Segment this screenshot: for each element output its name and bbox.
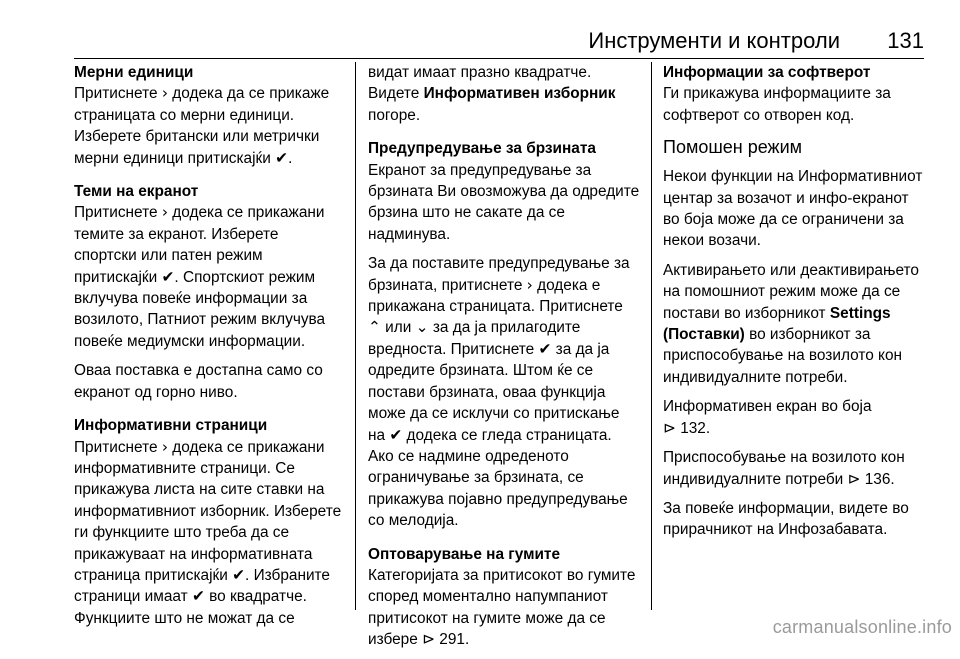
column-divider-2 — [651, 62, 652, 610]
watermark: carmanualsonline.info — [772, 617, 952, 637]
checkmark-icon: ✔ — [191, 587, 205, 606]
section-units — [74, 62, 344, 169]
chevron-right-icon: › — [161, 84, 168, 103]
heading-units: Мерни единици — [74, 64, 194, 81]
chevron-right-icon: › — [161, 203, 168, 222]
page-ref-icon: ⊳ — [847, 469, 861, 488]
section-speed-warning — [368, 138, 640, 531]
help-more-info: За повеќе информации, видете во прирачникот на Инфозабавата. — [663, 499, 909, 539]
chevron-right-icon: › — [161, 437, 168, 456]
speed-text: За да поставите предупредување за брзината, притиснете › додека е прикажана страницата. Притиснете ⌃ или ⌄ за да ја прилагодите вредноста. Притиснете ✔ за да ја одредите брзината. Штом ќе се постави брзината, оваа функција може да се исклучи со притискање на ✔ додека се гледа страницата. Ако се надмине одреденото ограничување за брзината, се прикажува појавно предупредување со мелодија. — [368, 255, 630, 530]
checkmark-icon: ✔ — [389, 425, 403, 444]
checkmark-icon: ✔ — [275, 148, 289, 167]
settings-menu-ref: Settings (Поставки) — [663, 304, 891, 344]
column-divider-1 — [355, 62, 356, 610]
heading-software-info: Информации за софтверот — [663, 64, 871, 81]
tyre-load-text: Категоријата за притисокот во гумите според моментално напумпаниот притисокот на гумите може да се избере ⊳ 291. — [368, 566, 636, 649]
column-2 — [368, 62, 640, 659]
page-header — [74, 28, 924, 59]
heading-themes: Теми на екранот — [74, 183, 199, 201]
checkmark-icon: ✔ — [232, 565, 246, 584]
section-tyre-load — [368, 544, 640, 651]
heading-tyre-load: Оптоварување на гумите — [368, 545, 561, 563]
help-intro: Некои функции на Информативниот центар за возачот и инфо-екранот во боја може да се ограничени за некои возачи. — [663, 168, 923, 250]
page-ref-link[interactable]: 132. — [680, 419, 711, 437]
speed-intro: Екранот за предупредување за брзината Ви овозможува да одредите брзина што не сакате да се надминува. — [368, 161, 640, 243]
checkmark-icon: ✔ — [538, 339, 552, 358]
column-3 — [663, 62, 925, 549]
checkmark-icon: ✔ — [161, 267, 175, 286]
header-title: Инструменти и контроли — [588, 28, 840, 53]
heading-speed-warning: Предупредување за брзината — [368, 140, 596, 158]
page-ref-link[interactable]: 136. — [864, 470, 895, 488]
chevron-down-icon: ⌄ — [415, 318, 429, 337]
help-personalisation: Приспособување на возилото кон индивидуалните потреби ⊳ 136. — [663, 449, 905, 488]
info-menu-ref: Информативен изборник — [423, 85, 616, 103]
chevron-up-icon: ⌃ — [368, 318, 381, 337]
section-info-pages — [74, 415, 344, 629]
heading-info-pages: Информативни страници — [74, 417, 268, 435]
page-ref-icon: ⊳ — [663, 418, 676, 437]
section-software-info — [663, 62, 925, 126]
chevron-right-icon: › — [526, 275, 533, 294]
themes-note: Оваа поставка е достапна само со екранот од горно ниво. — [74, 362, 323, 401]
page-ref-link[interactable]: 291. — [439, 631, 470, 649]
column-1 — [74, 62, 344, 637]
help-activation: Активирањето или деактивирањето на помошниот режим може да се постави во изборникот Settings (Поставки) во изборникот за приспособување на возилото кон индивидуалните потреби. — [663, 261, 919, 386]
section-themes — [74, 181, 344, 403]
units-text: Притиснете › додека да се прикаже страницата со мерни единици. Изберете британски или метрички мерни единици притискајќи ✔. — [74, 84, 330, 167]
software-text: Ги прикажува информациите за софтверот со отворен код. — [663, 85, 891, 124]
info-pages-continued: видат имаат празно квадратче. Видете Информативен изборник погоре. — [368, 64, 616, 124]
heading-help-mode: Помошен режим — [663, 137, 803, 158]
page-ref-icon: ⊳ — [422, 630, 435, 649]
themes-text: Притиснете › додека се прикажани темите за екранот. Изберете спортски или патен режим притискајќи ✔. Спортскиот режим вклучува повеќе информации за возилото, Патниот режим вклучува повеќе медиумски информации. — [74, 203, 326, 350]
page-number: 131 — [887, 28, 924, 53]
info-pages-text: Притиснете › додека се прикажани информативните страници. Се прикажува листа на сите ставки на информативниот изборник. Изберете ги функциите што треба да се прикажуваат на информативната страница притискајќи ✔. Избраните страници имаат ✔ во квадратче. Функциите што не можат да се — [74, 437, 342, 627]
help-color-display: Информативен екран во боја ⊳ 132. — [663, 398, 872, 437]
section-help-mode — [663, 136, 925, 541]
